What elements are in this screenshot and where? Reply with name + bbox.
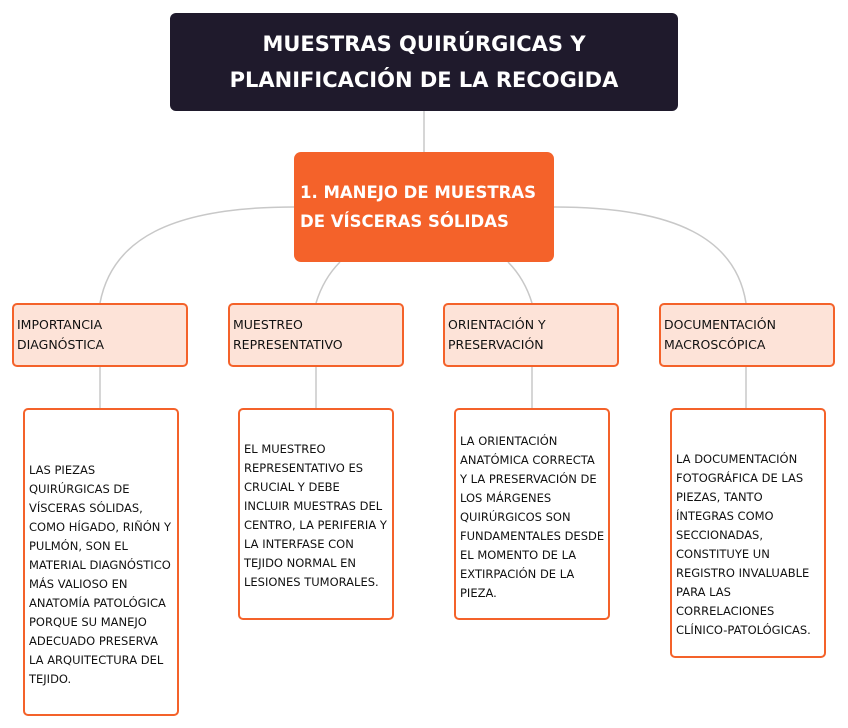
detail-text: LA DOCUMENTACIÓN FOTOGRÁFICA DE LAS PIEZAS, TANTO ÍNTEGRAS COMO SECCIONADAS, CONSTITUYE UN REGISTRO INVALUABLE PARA LAS CORRELACIONES CLÍNICO-PATOLÓGICAS. — [676, 452, 811, 637]
detail-node-muestreo-representativo[interactable] — [238, 408, 394, 620]
detail-node-importancia-diagnostica[interactable] — [23, 408, 179, 716]
detail-text: LAS PIEZAS QUIRÚRGICAS DE VÍSCERAS SÓLIDAS, COMO HÍGADO, RIÑÓN Y PULMÓN, SON EL MATERIAL DIAGNÓSTICO MÁS VALIOSO EN ANATOMÍA PATOLÓGICA PORQUE SU MANEJO ADECUADO PRESERVA LA ARQUITECTURA DEL TEJIDO. — [29, 463, 172, 686]
topic-node[interactable] — [294, 152, 554, 262]
branch-title: IMPORTANCIA DIAGNÓSTICA — [17, 317, 105, 352]
branch-title: DOCUMENTACIÓN MACROSCÓPICA — [664, 317, 776, 352]
branch-node-importancia-diagnostica[interactable] — [12, 303, 188, 367]
connector-topic-branch-4 — [554, 207, 746, 303]
root-title: MUESTRAS QUIRÚRGICAS Y PLANIFICACIÓN DE LA RECOGIDA — [229, 32, 619, 92]
connector-topic-branch-2 — [316, 262, 340, 303]
branch-title: MUESTREO REPRESENTATIVO — [233, 317, 343, 352]
root-node[interactable] — [170, 13, 678, 111]
detail-node-documentacion-macroscopica[interactable] — [670, 408, 826, 658]
branch-node-documentacion-macroscopica[interactable] — [659, 303, 835, 367]
connector-topic-branch-3 — [508, 262, 532, 303]
connector-topic-branch-1 — [100, 207, 294, 303]
branch-node-orientacion-preservacion[interactable] — [443, 303, 619, 367]
detail-text: EL MUESTREO REPRESENTATIVO ES CRUCIAL Y DEBE INCLUIR MUESTRAS DEL CENTRO, LA PERIFERIA Y LA INTERFASE CON TEJIDO NORMAL EN LESIONES TUMORALES. — [244, 442, 387, 589]
branch-node-muestreo-representativo[interactable] — [228, 303, 404, 367]
branch-title: ORIENTACIÓN Y PRESERVACIÓN — [448, 317, 546, 352]
detail-node-orientacion-preservacion[interactable] — [454, 408, 610, 620]
detail-text: LA ORIENTACIÓN ANATÓMICA CORRECTA Y LA PRESERVACIÓN DE LOS MÁRGENES QUIRÚRGICOS SON FUNDAMENTALES DESDE EL MOMENTO DE LA EXTIRPACIÓN DE LA PIEZA. — [460, 434, 605, 600]
topic-title: 1. MANEJO DE MUESTRAS DE VÍSCERAS SÓLIDAS — [300, 183, 536, 231]
